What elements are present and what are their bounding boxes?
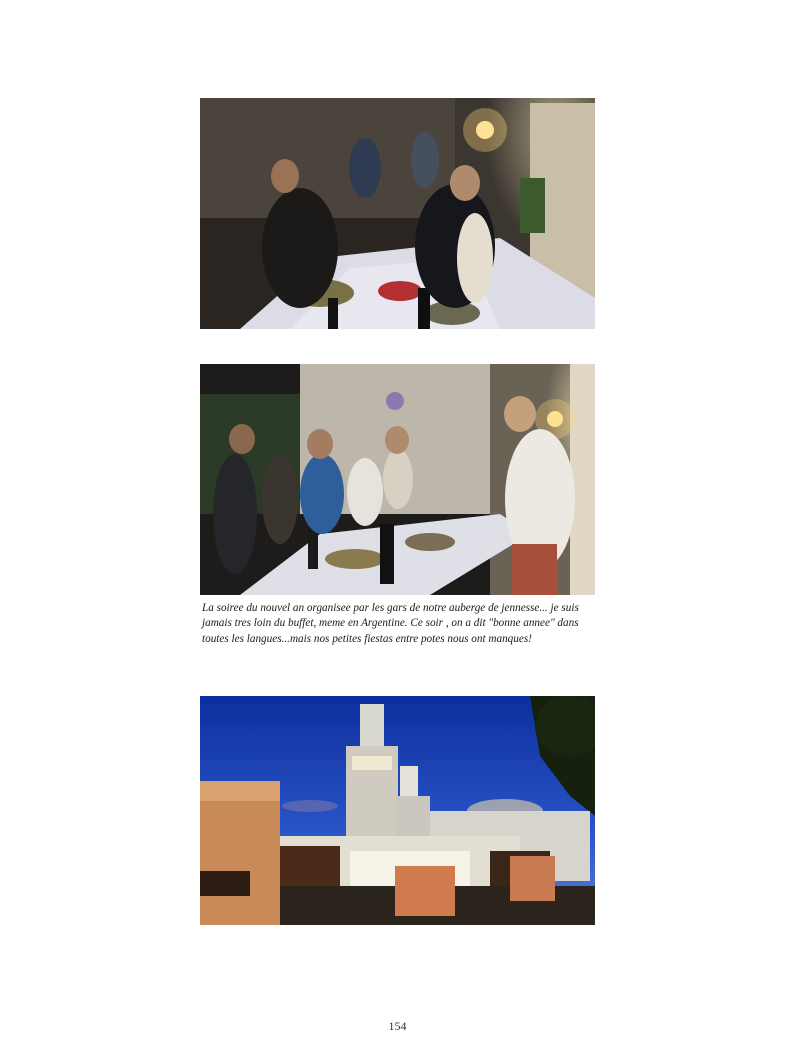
photo-party-guests — [200, 364, 595, 595]
photo-caption: La soiree du nouvel an organisee par les gars de notre auberge de jennesse... je suis jamais tres loin du buffet, meme en Argentine. Ce soir , on a dit "bonne annee" dans toutes les langues...mais nos petites fiestas entre potes nous ont manques! — [202, 602, 579, 645]
photo-mosque-dusk-image — [200, 696, 595, 925]
photo-party-guests-image — [200, 364, 595, 595]
photo-buffet-table — [200, 98, 595, 329]
photo-buffet-table-image — [200, 98, 595, 329]
page-number: 154 — [388, 1019, 407, 1033]
photo-mosque-dusk — [200, 696, 595, 925]
